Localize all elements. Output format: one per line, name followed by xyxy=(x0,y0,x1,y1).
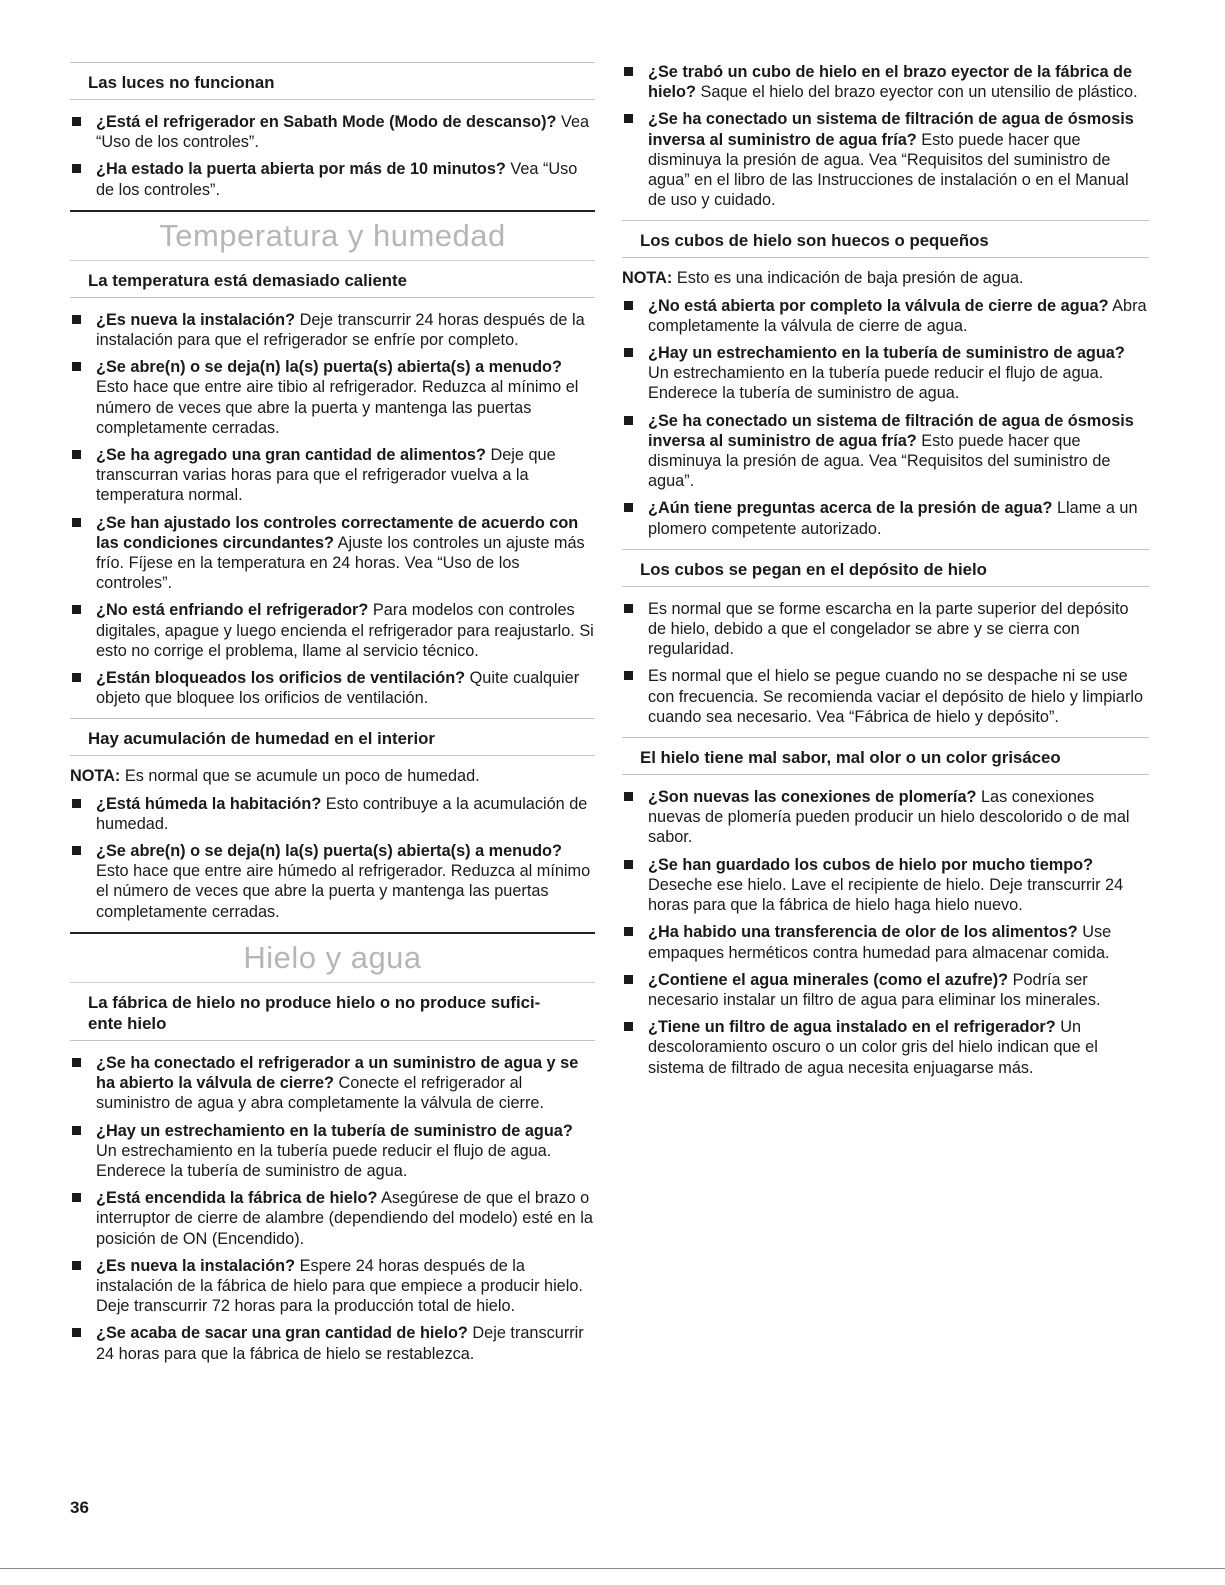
section-title-ice-water: Hielo y agua xyxy=(70,932,595,983)
list-item xyxy=(70,112,595,152)
list-item xyxy=(622,787,1149,848)
square-bullet-icon xyxy=(624,1022,633,1031)
answer-text: Vea “Uso de los controles”. xyxy=(96,113,590,152)
section-title-temperature: Temperatura y humedad xyxy=(70,210,595,261)
heading-lights: Las luces no funcionan xyxy=(70,62,595,100)
question-text: ¿Se ha agregado una gran cantidad de alimentos? xyxy=(96,446,486,465)
list-item xyxy=(70,1323,595,1363)
answer-text: Vea “Uso de los controles”. xyxy=(96,160,578,199)
list-item xyxy=(622,666,1149,727)
list-item xyxy=(70,513,595,594)
note-humidity xyxy=(70,766,595,786)
square-bullet-icon xyxy=(72,846,81,855)
square-bullet-icon xyxy=(624,416,633,425)
list-item xyxy=(70,1256,595,1317)
note-hollow xyxy=(622,268,1149,288)
square-bullet-icon xyxy=(72,1058,81,1067)
answer-text: Deseche ese hielo. Lave el recipiente de hielo. Deje transcurrir 24 horas para que la fábrica de hielo haga hielo nuevo. xyxy=(648,875,1124,915)
square-bullet-icon xyxy=(72,1193,81,1202)
question-text: ¿Ha estado la puerta abierta por más de 10 minutos? xyxy=(96,160,506,179)
square-bullet-icon xyxy=(624,671,633,680)
answer-text: Deje que transcurran varias horas para que el refrigerador vuelva a la temperatura normal. xyxy=(96,446,556,505)
question-text: ¿Se ha conectado el refrigerador a un suministro de agua y se ha abierto la válvula de cierre? xyxy=(96,1053,579,1093)
left-column xyxy=(70,62,595,1374)
question-text: ¿Están bloqueados los orificios de ventilación? xyxy=(96,669,466,688)
list-item xyxy=(622,62,1149,102)
question-text: ¿Ha habido una transferencia de olor de los alimentos? xyxy=(648,923,1078,942)
square-bullet-icon xyxy=(624,860,633,869)
list-item xyxy=(622,109,1149,210)
list-item xyxy=(622,498,1149,538)
square-bullet-icon xyxy=(72,1261,81,1270)
question-text: ¿Se ha conectado un sistema de filtración de agua de ósmosis inversa al suministro de agua fría? xyxy=(648,411,1134,450)
heading-temperature: La temperatura está demasiado caliente xyxy=(70,261,595,298)
answer-text: Deje transcurrir 24 horas para que la fábrica de hielo se restablezca. xyxy=(96,1324,584,1363)
answer-text: Un estrechamiento en la tubería puede reducir el flujo de agua. Enderece la tubería de suministro de agua. xyxy=(648,364,1104,403)
list-item xyxy=(70,600,595,661)
question-text: ¿Se han guardado los cubos de hielo por mucho tiempo? xyxy=(648,855,1094,874)
question-text: ¿Está húmeda la habitación? xyxy=(96,794,322,813)
question-text: ¿Está encendida la fábrica de hielo? xyxy=(96,1189,378,1208)
question-text: ¿Hay un estrechamiento en la tubería de suministro de agua? xyxy=(648,344,1125,363)
answer-text: Ajuste los controles un ajuste más frío. Fíjese en la temperatura en 24 horas. Vea “Uso de los controles”. xyxy=(96,533,585,593)
answer-text: Abra completamente la válvula de cierre de agua. xyxy=(648,296,1147,335)
square-bullet-icon xyxy=(72,362,81,371)
square-bullet-icon xyxy=(624,503,633,512)
heading-stuck-cubes: Los cubos se pegan en el depósito de hielo xyxy=(622,549,1149,587)
list-item xyxy=(70,1188,595,1249)
answer-text: Un descoloramiento oscuro o un color gris del hielo indican que el sistema de filtrado de agua necesita enjuagarse más. xyxy=(648,1018,1098,1077)
list-item xyxy=(70,1053,595,1114)
heading-ice-production: La fábrica de hielo no produce hielo o no produce sufici- ente hielo xyxy=(70,983,595,1041)
square-bullet-icon xyxy=(72,518,81,527)
list-item xyxy=(622,1017,1149,1078)
answer-text: Use empaques herméticos contra humedad para almacenar comida. xyxy=(648,923,1112,962)
answer-text: Un estrechamiento en la tubería puede reducir el flujo de agua. Enderece la tubería de suministro de agua. xyxy=(96,1141,552,1180)
question-text: ¿Se acaba de sacar una gran cantidad de hielo? xyxy=(96,1324,468,1343)
square-bullet-icon xyxy=(624,348,633,357)
note-text: Esto es una indicación de baja presión de agua. xyxy=(672,269,1024,288)
answer-text: Asegúrese de que el brazo o interruptor de cierre de alambre (dependiendo del modelo) esté en la posición de ON (Encendido). xyxy=(96,1189,593,1248)
square-bullet-icon xyxy=(72,164,81,173)
question-text: ¿Se abre(n) o se deja(n) la(s) puerta(s) abierta(s) a menudo? xyxy=(96,358,562,377)
square-bullet-icon xyxy=(72,1126,81,1135)
square-bullet-icon xyxy=(72,799,81,808)
square-bullet-icon xyxy=(624,67,633,76)
heading-bad-taste: El hielo tiene mal sabor, mal olor o un color grisáceo xyxy=(622,737,1149,775)
square-bullet-icon xyxy=(72,450,81,459)
page-number: 36 xyxy=(70,1498,89,1517)
list-lights xyxy=(70,112,595,200)
list-item xyxy=(70,1121,595,1182)
answer-text: Es normal que el hielo se pegue cuando no se despache ni se use con frecuencia. Se recomienda vaciar el depósito de hielo y limpiarlo cuando sea necesario. Vea “Fábrica de hielo y depósito”. xyxy=(648,667,1144,726)
square-bullet-icon xyxy=(72,673,81,682)
square-bullet-icon xyxy=(624,114,633,123)
list-item xyxy=(622,922,1149,962)
answer-text: Espere 24 horas después de la instalación de la fábrica de hielo para que empiece a producir hielo. Deje transcurrir 72 horas para la producción total de hielo. xyxy=(96,1256,583,1316)
square-bullet-icon xyxy=(624,604,633,613)
answer-text: Conecte el refrigerador al suministro de agua y abra completamente la válvula de cierre. xyxy=(96,1074,544,1113)
list-humidity xyxy=(70,794,595,922)
list-item xyxy=(622,855,1149,916)
answer-text: Para modelos con controles digitales, apague y luego encienda el refrigerador para reajustarlo. Si esto no corrige el problema, llame al servicio técnico. xyxy=(96,601,594,660)
question-text: ¿Tiene un filtro de agua instalado en el refrigerador? xyxy=(648,1018,1056,1037)
answer-text: Saque el hielo del brazo eyector con un utensilio de plástico. xyxy=(695,83,1138,102)
answer-text: Las conexiones nuevas de plomería pueden producir un hielo descolorido o de mal sabor. xyxy=(648,788,1130,847)
list-item xyxy=(622,296,1149,336)
heading-hollow-cubes: Los cubos de hielo son huecos o pequeños xyxy=(622,220,1149,258)
list-item xyxy=(70,794,595,834)
square-bullet-icon xyxy=(72,315,81,324)
answer-text: Podría ser necesario instalar un filtro de agua para eliminar los minerales. xyxy=(648,970,1101,1009)
list-item xyxy=(622,343,1149,404)
square-bullet-icon xyxy=(624,927,633,936)
question-text: ¿No está enfriando el refrigerador? xyxy=(96,601,369,620)
answer-text: Es normal que se forme escarcha en la parte superior del depósito de hielo, debido a que el congelador se abre y se cierra con regularidad. xyxy=(648,599,1129,659)
question-text: ¿Se abre(n) o se deja(n) la(s) puerta(s) abierta(s) a menudo? xyxy=(96,842,562,861)
list-ice-production-continued xyxy=(622,62,1149,210)
question-text: ¿No está abierta por completo la válvula de cierre de agua? xyxy=(648,296,1109,315)
square-bullet-icon xyxy=(72,605,81,614)
question-text: ¿Se trabó un cubo de hielo en el brazo eyector de la fábrica de hielo? xyxy=(648,63,1133,102)
answer-text: Esto hace que entre aire tibio al refrigerador. Reduzca al mínimo el número de veces que abre la puerta y mantenga las puertas completamente cerradas. xyxy=(96,378,579,437)
right-column xyxy=(622,62,1149,1088)
question-text: ¿Aún tiene preguntas acerca de la presión de agua? xyxy=(648,499,1053,518)
bottom-rule xyxy=(0,1568,1225,1569)
square-bullet-icon xyxy=(624,975,633,984)
list-stuck-cubes xyxy=(622,599,1149,727)
square-bullet-icon xyxy=(624,792,633,801)
question-text: ¿Se han ajustado los controles correctamente de acuerdo con las condiciones circundantes? xyxy=(96,513,579,552)
list-temperature xyxy=(70,310,595,709)
question-text: ¿Es nueva la instalación? xyxy=(96,310,296,329)
question-text: ¿Contiene el agua minerales (como el azufre)? xyxy=(648,970,1009,989)
list-item xyxy=(70,445,595,506)
answer-text: Esto puede hacer que disminuya la presión de agua. Vea “Requisitos del suministro de agua”. xyxy=(648,431,1111,491)
list-item xyxy=(622,599,1149,660)
square-bullet-icon xyxy=(72,117,81,126)
list-item xyxy=(70,668,595,708)
question-text: ¿Está el refrigerador en Sabath Mode (Modo de descanso)? xyxy=(96,113,557,131)
list-item xyxy=(70,159,595,199)
note-label: NOTA: xyxy=(622,269,673,288)
answer-text: Deje transcurrir 24 horas después de la instalación para que el refrigerador se enfríe por completo. xyxy=(96,310,585,350)
list-item xyxy=(70,841,595,922)
question-text: ¿Es nueva la instalación? xyxy=(96,1256,296,1275)
question-text: ¿Se ha conectado un sistema de filtración de agua de ósmosis inversa al suministro de agua fría? xyxy=(648,110,1134,149)
square-bullet-icon xyxy=(72,1328,81,1337)
list-item xyxy=(622,411,1149,492)
heading-humidity: Hay acumulación de humedad en el interior xyxy=(70,718,595,756)
answer-text: Esto puede hacer que disminuya la presión de agua. Vea “Requisitos del suministro de agua” en el libro de las Instrucciones de instalación o en el Manual de uso y cuidado. xyxy=(648,130,1129,210)
answer-text: Llame a un plomero competente autorizado. xyxy=(648,499,1138,538)
list-bad-taste xyxy=(622,787,1149,1078)
answer-text: Esto contribuye a la acumulación de humedad. xyxy=(96,794,588,833)
square-bullet-icon xyxy=(624,301,633,310)
answer-text: Esto hace que entre aire húmedo al refrigerador. Reduzca al mínimo el número de veces que abre la puerta y mantenga las puertas completamente cerradas. xyxy=(96,862,591,921)
list-item xyxy=(70,310,595,350)
list-ice-production xyxy=(70,1053,595,1364)
note-text: Es normal que se acumule un poco de humedad. xyxy=(120,767,480,786)
list-hollow-cubes xyxy=(622,296,1149,539)
list-item xyxy=(622,970,1149,1010)
question-text: ¿Hay un estrechamiento en la tubería de suministro de agua? xyxy=(96,1121,573,1140)
note-label: NOTA: xyxy=(70,767,121,786)
question-text: ¿Son nuevas las conexiones de plomería? xyxy=(648,788,977,807)
answer-text: Quite cualquier objeto que bloquee los orificios de ventilación. xyxy=(96,669,580,708)
list-item xyxy=(70,357,595,438)
